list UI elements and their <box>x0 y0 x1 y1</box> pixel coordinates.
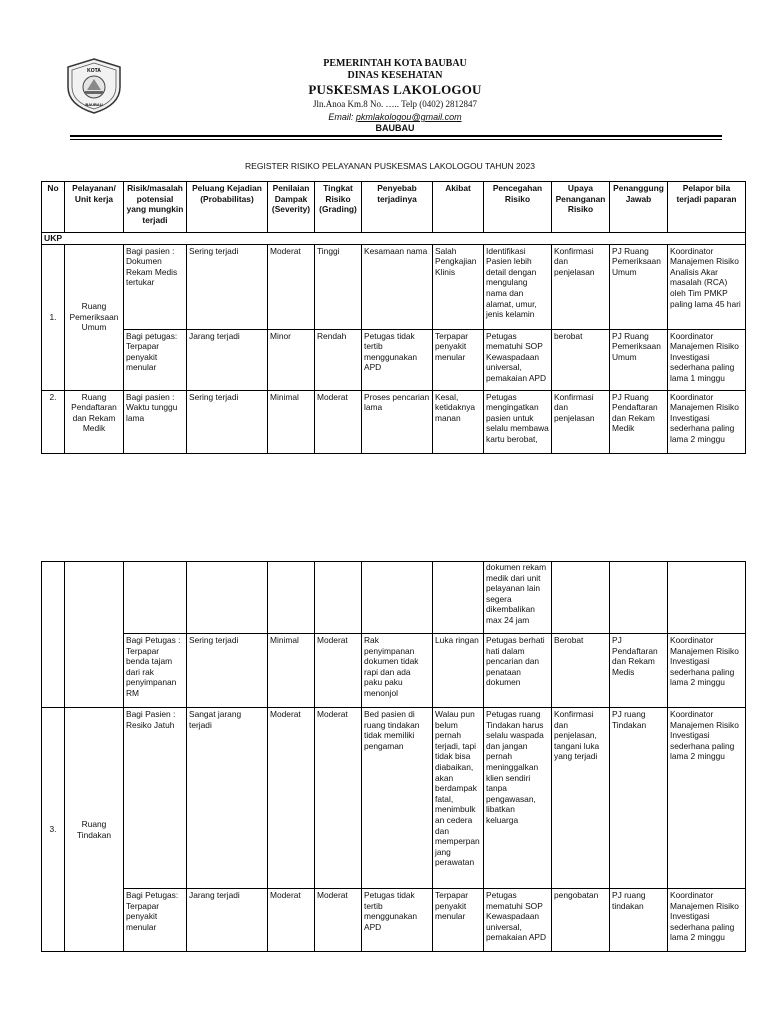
cell-cause: Petugas tidak tertib menggunakan APD <box>362 889 433 952</box>
cell-severity: Minimal <box>268 634 315 708</box>
table-row <box>42 889 746 952</box>
header-handling: Upaya Penanganan Risiko <box>552 182 610 233</box>
header-reporter: Pelapor bila terjadi paparan <box>668 182 746 233</box>
letterhead-address: Jln.Anoa Km.8 No. ….. Telp (0402) 2812847 <box>313 99 477 109</box>
cell-prevention: Petugas berhati hati dalam pencarian dan penataan dokumen <box>484 634 552 708</box>
header-probability: Peluang Kejadian (Probabilitas) <box>187 182 268 233</box>
cell-risk: Bagi pasien : Waktu tunggu lama <box>124 390 187 453</box>
cell-effect: Kesal, ketidaknya manan <box>433 390 484 453</box>
header-unit: Pelayanan/ Unit kerja <box>65 182 124 233</box>
letterhead-rule-thick <box>70 135 722 137</box>
cell-handling: Konfirmasi dan penjelasan, tangani luka yang terjadi <box>552 708 610 889</box>
cell-grading: Moderat <box>315 634 362 708</box>
cell-probability: Sangat jarang terjadi <box>187 708 268 889</box>
letterhead-institution: PUSKESMAS LAKOLOGOU <box>308 82 482 97</box>
header-effect: Akibat <box>433 182 484 233</box>
cell-handling: berobat <box>552 329 610 390</box>
cell-grading: Moderat <box>315 390 362 453</box>
cell-probability: Jarang terjadi <box>187 329 268 390</box>
cell-cause: Bed pasien di ruang tindakan tidak memiliki pengaman <box>362 708 433 889</box>
header-risk: Risik/masalah potensial yang mungkin terjadi <box>124 182 187 233</box>
cell-grading: Tinggi <box>315 244 362 329</box>
email-label: Email: <box>328 112 356 122</box>
cell-severity: Minor <box>268 329 315 390</box>
header-grading: Tingkat Risiko (Grading) <box>315 182 362 233</box>
cell-prevention: Petugas mematuhi SOP Kewaspadaan universal, pemakaian APD <box>484 889 552 952</box>
letterhead-email-line <box>250 111 540 123</box>
cell-grading: Rendah <box>315 329 362 390</box>
cell-probability: Jarang terjadi <box>187 889 268 952</box>
cell-risk: Bagi pasien : Dokumen Rekam Medis tertukar <box>124 244 187 329</box>
cell-probability: Sering terjadi <box>187 634 268 708</box>
row-unit: Ruang Pendaftaran dan Rekam Medik <box>65 390 124 453</box>
cell-reporter: Koordinator Manajemen Risiko Investigasi sederhana paling lama 2 minggu <box>668 889 746 952</box>
cell-cause: Kesamaan nama <box>362 244 433 329</box>
cell-severity: Minimal <box>268 390 315 453</box>
cell-effect: Terpapar penyakit menular <box>433 329 484 390</box>
row-no: 1. <box>42 244 65 390</box>
cell-probability: Sering terjadi <box>187 244 268 329</box>
header-cause: Penyebab terjadinya <box>362 182 433 233</box>
city-emblem-logo <box>63 57 125 115</box>
risk-register-table-part1 <box>41 181 746 454</box>
table-row <box>42 634 746 708</box>
logo-top-text: KOTA <box>87 68 101 74</box>
cell-risk: Bagi Pasien : Resiko Jatuh <box>124 708 187 889</box>
table-row <box>42 390 746 453</box>
row-unit-continued <box>65 562 124 708</box>
header-pic: Penanggung Jawab <box>610 182 668 233</box>
cell-cause <box>362 562 433 634</box>
cell-probability: Sering terjadi <box>187 390 268 453</box>
section-row <box>42 233 746 245</box>
header-prevention: Pencegahan Risiko <box>484 182 552 233</box>
cell-prevention: Petugas ruang Tindakan harus selalu waspada dan jangan pernah meninggalkan klien sendiri tanpa pengawasan, libatkan keluarga <box>484 708 552 889</box>
cell-effect: Walau pun belum pernah terjadi, tapi tidak bisa diabaikan, akan berdampak fatal, menimbulk an cedera dan memperpan jang perawatan <box>433 708 484 889</box>
letterhead-government: PEMERINTAH KOTA BAUBAU <box>323 58 467 69</box>
cell-handling: Berobat <box>552 634 610 708</box>
cell-prevention: Petugas mengingatkan pasien untuk selalu membawa kartu berobat, <box>484 390 552 453</box>
cell-cause: Petugas tidak tertib menggunakan APD <box>362 329 433 390</box>
cell-cause: Rak penyimpanan dokumen tidak rapi dan ada paku paku menonjol <box>362 634 433 708</box>
letterhead-city: BAUBAU <box>375 123 415 133</box>
cell-pic: PJ Ruang Pemeriksaan Umum <box>610 329 668 390</box>
cell-reporter: Koordinator Manajemen Risiko Investigasi sederhana paling lama 2 minggu <box>668 390 746 453</box>
header-row <box>42 182 746 233</box>
cell-reporter: Koordinator Manajemen Risiko Investigasi sederhana paling lama 2 minggu <box>668 708 746 889</box>
cell-pic: PJ Ruang Pendaftaran dan Rekam Medik <box>610 390 668 453</box>
cell-risk: Bagi Petugas : Terpapar benda tajam dari rak penyimpanan RM <box>124 634 187 708</box>
table-row <box>42 562 746 634</box>
cell-reporter: Koordinator Manajemen Risiko Analisis Akar masalah (RCA) oleh Tim PMKP paling lama 45 hari <box>668 244 746 329</box>
cell-effect: Salah Pengkajian Klinis <box>433 244 484 329</box>
row-unit: Ruang Pemeriksaan Umum <box>65 244 124 390</box>
cell-pic: PJ ruang Tindakan <box>610 708 668 889</box>
cell-pic: PJ Ruang Pemeriksaan Umum <box>610 244 668 329</box>
row-unit: Ruang Tindakan <box>65 708 124 952</box>
table-row <box>42 708 746 889</box>
header-no: No <box>42 182 65 233</box>
cell-effect: Terpapar penyakit menular <box>433 889 484 952</box>
cell-reporter <box>668 562 746 634</box>
cell-prevention: dokumen rekam medik dari unit pelayanan lain segera dikembalikan max 24 jam <box>484 562 552 634</box>
cell-risk <box>124 562 187 634</box>
cell-pic: PJ ruang tindakan <box>610 889 668 952</box>
cell-handling: Konfirmasi dan penjelasan <box>552 244 610 329</box>
cell-grading <box>315 562 362 634</box>
email-link[interactable]: pkmlakologou@gmail.com <box>355 112 462 122</box>
cell-handling <box>552 562 610 634</box>
cell-risk: Bagi Petugas: Terpapar penyakit menular <box>124 889 187 952</box>
cell-probability <box>187 562 268 634</box>
letterhead-department: DINAS KESEHATAN <box>347 70 443 81</box>
cell-severity: Moderat <box>268 889 315 952</box>
cell-severity <box>268 562 315 634</box>
cell-cause: Proses pencarian lama <box>362 390 433 453</box>
cell-handling: Konfirmasi dan penjelasan <box>552 390 610 453</box>
header-severity: Penilaian Dampak (Severity) <box>268 182 315 233</box>
table-row <box>42 244 746 329</box>
cell-pic: PJ Pendaftaran dan Rekam Medis <box>610 634 668 708</box>
row-no-continued <box>42 562 65 708</box>
cell-reporter: Koordinator Manajemen Risiko Investigasi sederhana paling lama 2 minggu <box>668 634 746 708</box>
letterhead-rule-thin <box>70 139 722 140</box>
cell-grading: Moderat <box>315 889 362 952</box>
document-title: REGISTER RISIKO PELAYANAN PUSKESMAS LAKOLOGOU TAHUN 2023 <box>245 161 535 171</box>
row-no: 3. <box>42 708 65 952</box>
cell-severity: Moderat <box>268 244 315 329</box>
cell-pic <box>610 562 668 634</box>
cell-risk: Bagi petugas: Terpapar penyakit menular <box>124 329 187 390</box>
cell-severity: Moderat <box>268 708 315 889</box>
cell-handling: pengobatan <box>552 889 610 952</box>
logo-bottom-text: BAUBAU <box>85 102 103 107</box>
section-label: UKP <box>42 233 746 245</box>
table-row <box>42 329 746 390</box>
cell-effect: Luka ringan <box>433 634 484 708</box>
cell-effect <box>433 562 484 634</box>
letterhead <box>250 58 540 134</box>
risk-register-table-part2 <box>41 561 746 952</box>
cell-reporter: Koordinator Manajemen Risiko Investigasi sederhana paling lama 1 minggu <box>668 329 746 390</box>
cell-prevention: Petugas mematuhi SOP Kewaspadaan universal, pemakaian APD <box>484 329 552 390</box>
cell-prevention: Identifikasi Pasien lebih detail dengan mengulang nama dan alamat, umur, jenis kelamin <box>484 244 552 329</box>
row-no: 2. <box>42 390 65 453</box>
cell-grading: Moderat <box>315 708 362 889</box>
